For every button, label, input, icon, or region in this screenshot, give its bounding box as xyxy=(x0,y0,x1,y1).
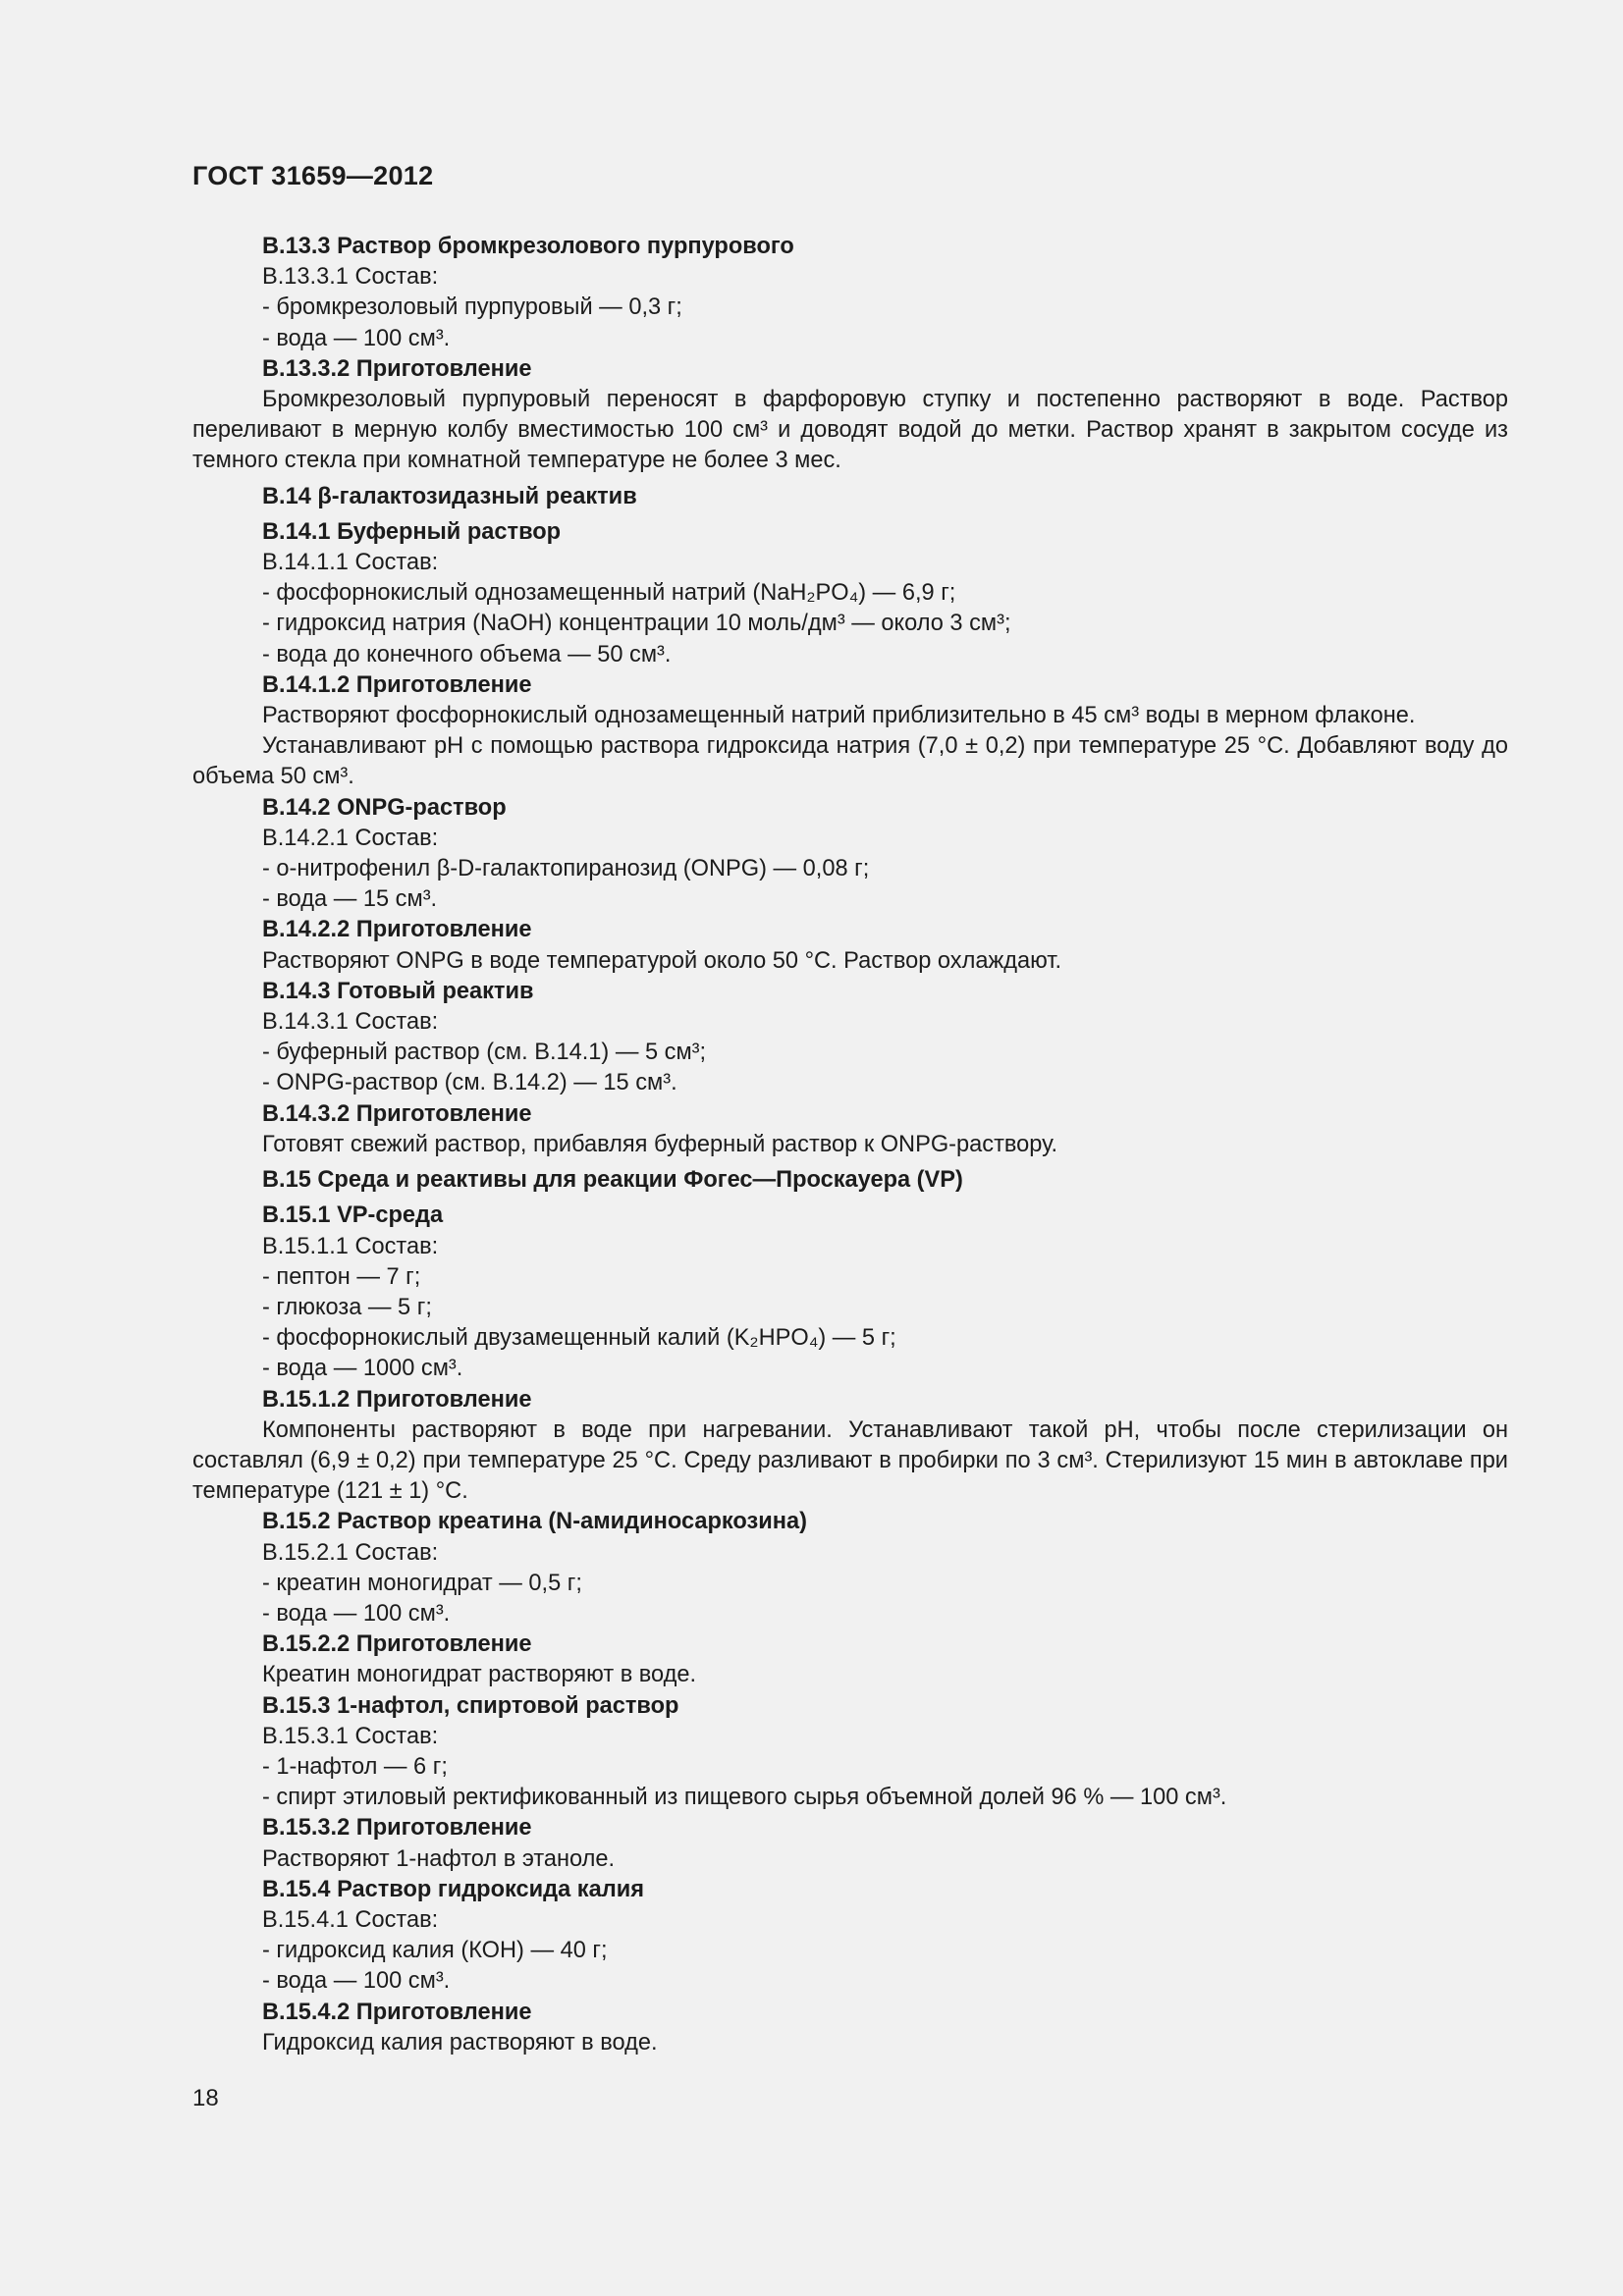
paragraph: Устанавливают pH с помощью раствора гидроксида натрия (7,0 ± 0,2) при температуре 25 °С. Добавляют воду до объема 50 см³. xyxy=(192,733,1508,790)
section-heading: В.13.3.2 Приготовление xyxy=(262,355,532,382)
text-line: В.15.1.1 Состав: xyxy=(262,1233,439,1259)
text-line: Гидроксид калия растворяют в воде. xyxy=(262,2029,658,2056)
paragraph: Бромкрезоловый пурпуровый переносят в фарфоровую ступку и постепенно растворяют в воде. Раствор переливают в мерную колбу вместимостью 100 см³ и доводят водой до метки. Раствор хранят в закрытом сосуде из темного стекла при комнатной температуре не более 3 мес. xyxy=(192,387,1508,474)
section-heading: В.13.3 Раствор бромкрезолового пурпурового xyxy=(262,234,794,259)
text-line: В.15.3.1 Состав: xyxy=(262,1723,439,1749)
section-heading: В.14.2 ONPG-раствор xyxy=(262,794,507,821)
list-item: - фосфорнокислый однозамещенный натрий (NaH₂PO₄) — 6,9 г; xyxy=(262,580,956,607)
list-item: - вода — 100 см³. xyxy=(262,1968,451,1995)
list-item: - 1-нафтол — 6 г; xyxy=(262,1753,448,1780)
section-heading: В.14.3.2 Приготовление xyxy=(262,1100,532,1127)
list-item: - вода — 100 см³. xyxy=(262,325,451,351)
text-line: В.15.2.1 Состав: xyxy=(262,1539,439,1566)
list-item: - вода — 100 см³. xyxy=(262,1600,451,1627)
page-number: 18 xyxy=(192,2085,219,2111)
list-item: - гидроксид натрия (NaOH) концентрации 10 моль/дм³ — около 3 см³; xyxy=(262,611,1011,637)
text-line: В.14.2.1 Состав: xyxy=(262,825,439,851)
text-line: Готовят свежий раствор, прибавляя буферный раствор к ONPG-раствору. xyxy=(262,1131,1058,1157)
document-body xyxy=(192,232,1508,2058)
list-item: - буферный раствор (см. В.14.1) — 5 см³; xyxy=(262,1040,707,1066)
text-line: Растворяют фосфорнокислый однозамещенный натрий приблизительно в 45 см³ воды в мерном флаконе. xyxy=(262,703,1416,729)
section-heading: В.15.1 VP-среда xyxy=(262,1202,444,1229)
section-heading: В.14.2.2 Приготовление xyxy=(262,917,532,943)
list-item: - пептон — 7 г; xyxy=(262,1263,421,1290)
list-item: - вода — 1000 см³. xyxy=(262,1356,463,1382)
list-item: - гидроксид калия (КОН) — 40 г; xyxy=(262,1938,608,1964)
text-line: Растворяют 1-нафтол в этаноле. xyxy=(262,1845,616,1872)
section-heading: В.15.2 Раствор креатина (N-амидиносаркозина) xyxy=(262,1509,807,1535)
section-heading: В.15.4 Раствор гидроксида калия xyxy=(262,1876,644,1902)
list-item: - о-нитрофенил β-D-галактопиранозид (ONPG) — 0,08 г; xyxy=(262,856,870,882)
section-heading: В.14.3 Готовый реактив xyxy=(262,978,534,1004)
list-item: - вода до конечного объема — 50 см³. xyxy=(262,641,672,667)
section-heading: В.14.1.2 Приготовление xyxy=(262,671,532,698)
section-heading: В.15.3.2 Приготовление xyxy=(262,1815,532,1842)
list-item: - спирт этиловый ректификованный из пищевого сырья объемной долей 96 % — 100 см³. xyxy=(262,1785,1227,1811)
text-line: В.13.3.1 Состав: xyxy=(262,264,439,291)
list-item: - фосфорнокислый двузамещенный калий (K₂HPO₄) — 5 г; xyxy=(262,1325,896,1352)
paragraph: Компоненты растворяют в воде при нагревании. Устанавливают такой pH, чтобы после стерилизации он составлял (6,9 ± 0,2) при температуре 25 °С. Среду разливают в пробирки по 3 см³. Стерилизуют 15 мин в автоклаве при температуре (121 ± 1) °С. xyxy=(192,1416,1508,1505)
list-item: - креатин моногидрат — 0,5 г; xyxy=(262,1570,582,1596)
list-item: - глюкоза — 5 г; xyxy=(262,1294,432,1320)
list-item: - вода — 15 см³. xyxy=(262,886,438,913)
list-item: - бромкрезоловый пурпуровый — 0,3 г; xyxy=(262,294,682,321)
text-line: В.14.3.1 Состав: xyxy=(262,1009,439,1036)
section-heading: В.14.1 Буферный раствор xyxy=(262,518,562,545)
section-heading: В.15.3 1-нафтол, спиртовой раствор xyxy=(262,1692,679,1719)
section-heading: В.15.4.2 Приготовление xyxy=(262,1999,532,2025)
chapter-heading: В.14 β-галактозидазный реактив xyxy=(262,483,637,509)
document-header: ГОСТ 31659—2012 xyxy=(192,161,434,190)
section-heading: В.15.1.2 Приготовление xyxy=(262,1386,532,1413)
chapter-heading: В.15 Среда и реактивы для реакции Фогес—Проскауера (VP) xyxy=(262,1167,963,1194)
text-line: Креатин моногидрат растворяют в воде. xyxy=(262,1662,697,1688)
text-line: В.15.4.1 Состав: xyxy=(262,1906,439,1933)
section-heading: В.15.2.2 Приготовление xyxy=(262,1631,532,1658)
text-line: В.14.1.1 Состав: xyxy=(262,550,439,576)
list-item: - ONPG-раствор (см. В.14.2) — 15 см³. xyxy=(262,1070,677,1096)
text-line: Растворяют ONPG в воде температурой около 50 °С. Раствор охлаждают. xyxy=(262,947,1062,974)
